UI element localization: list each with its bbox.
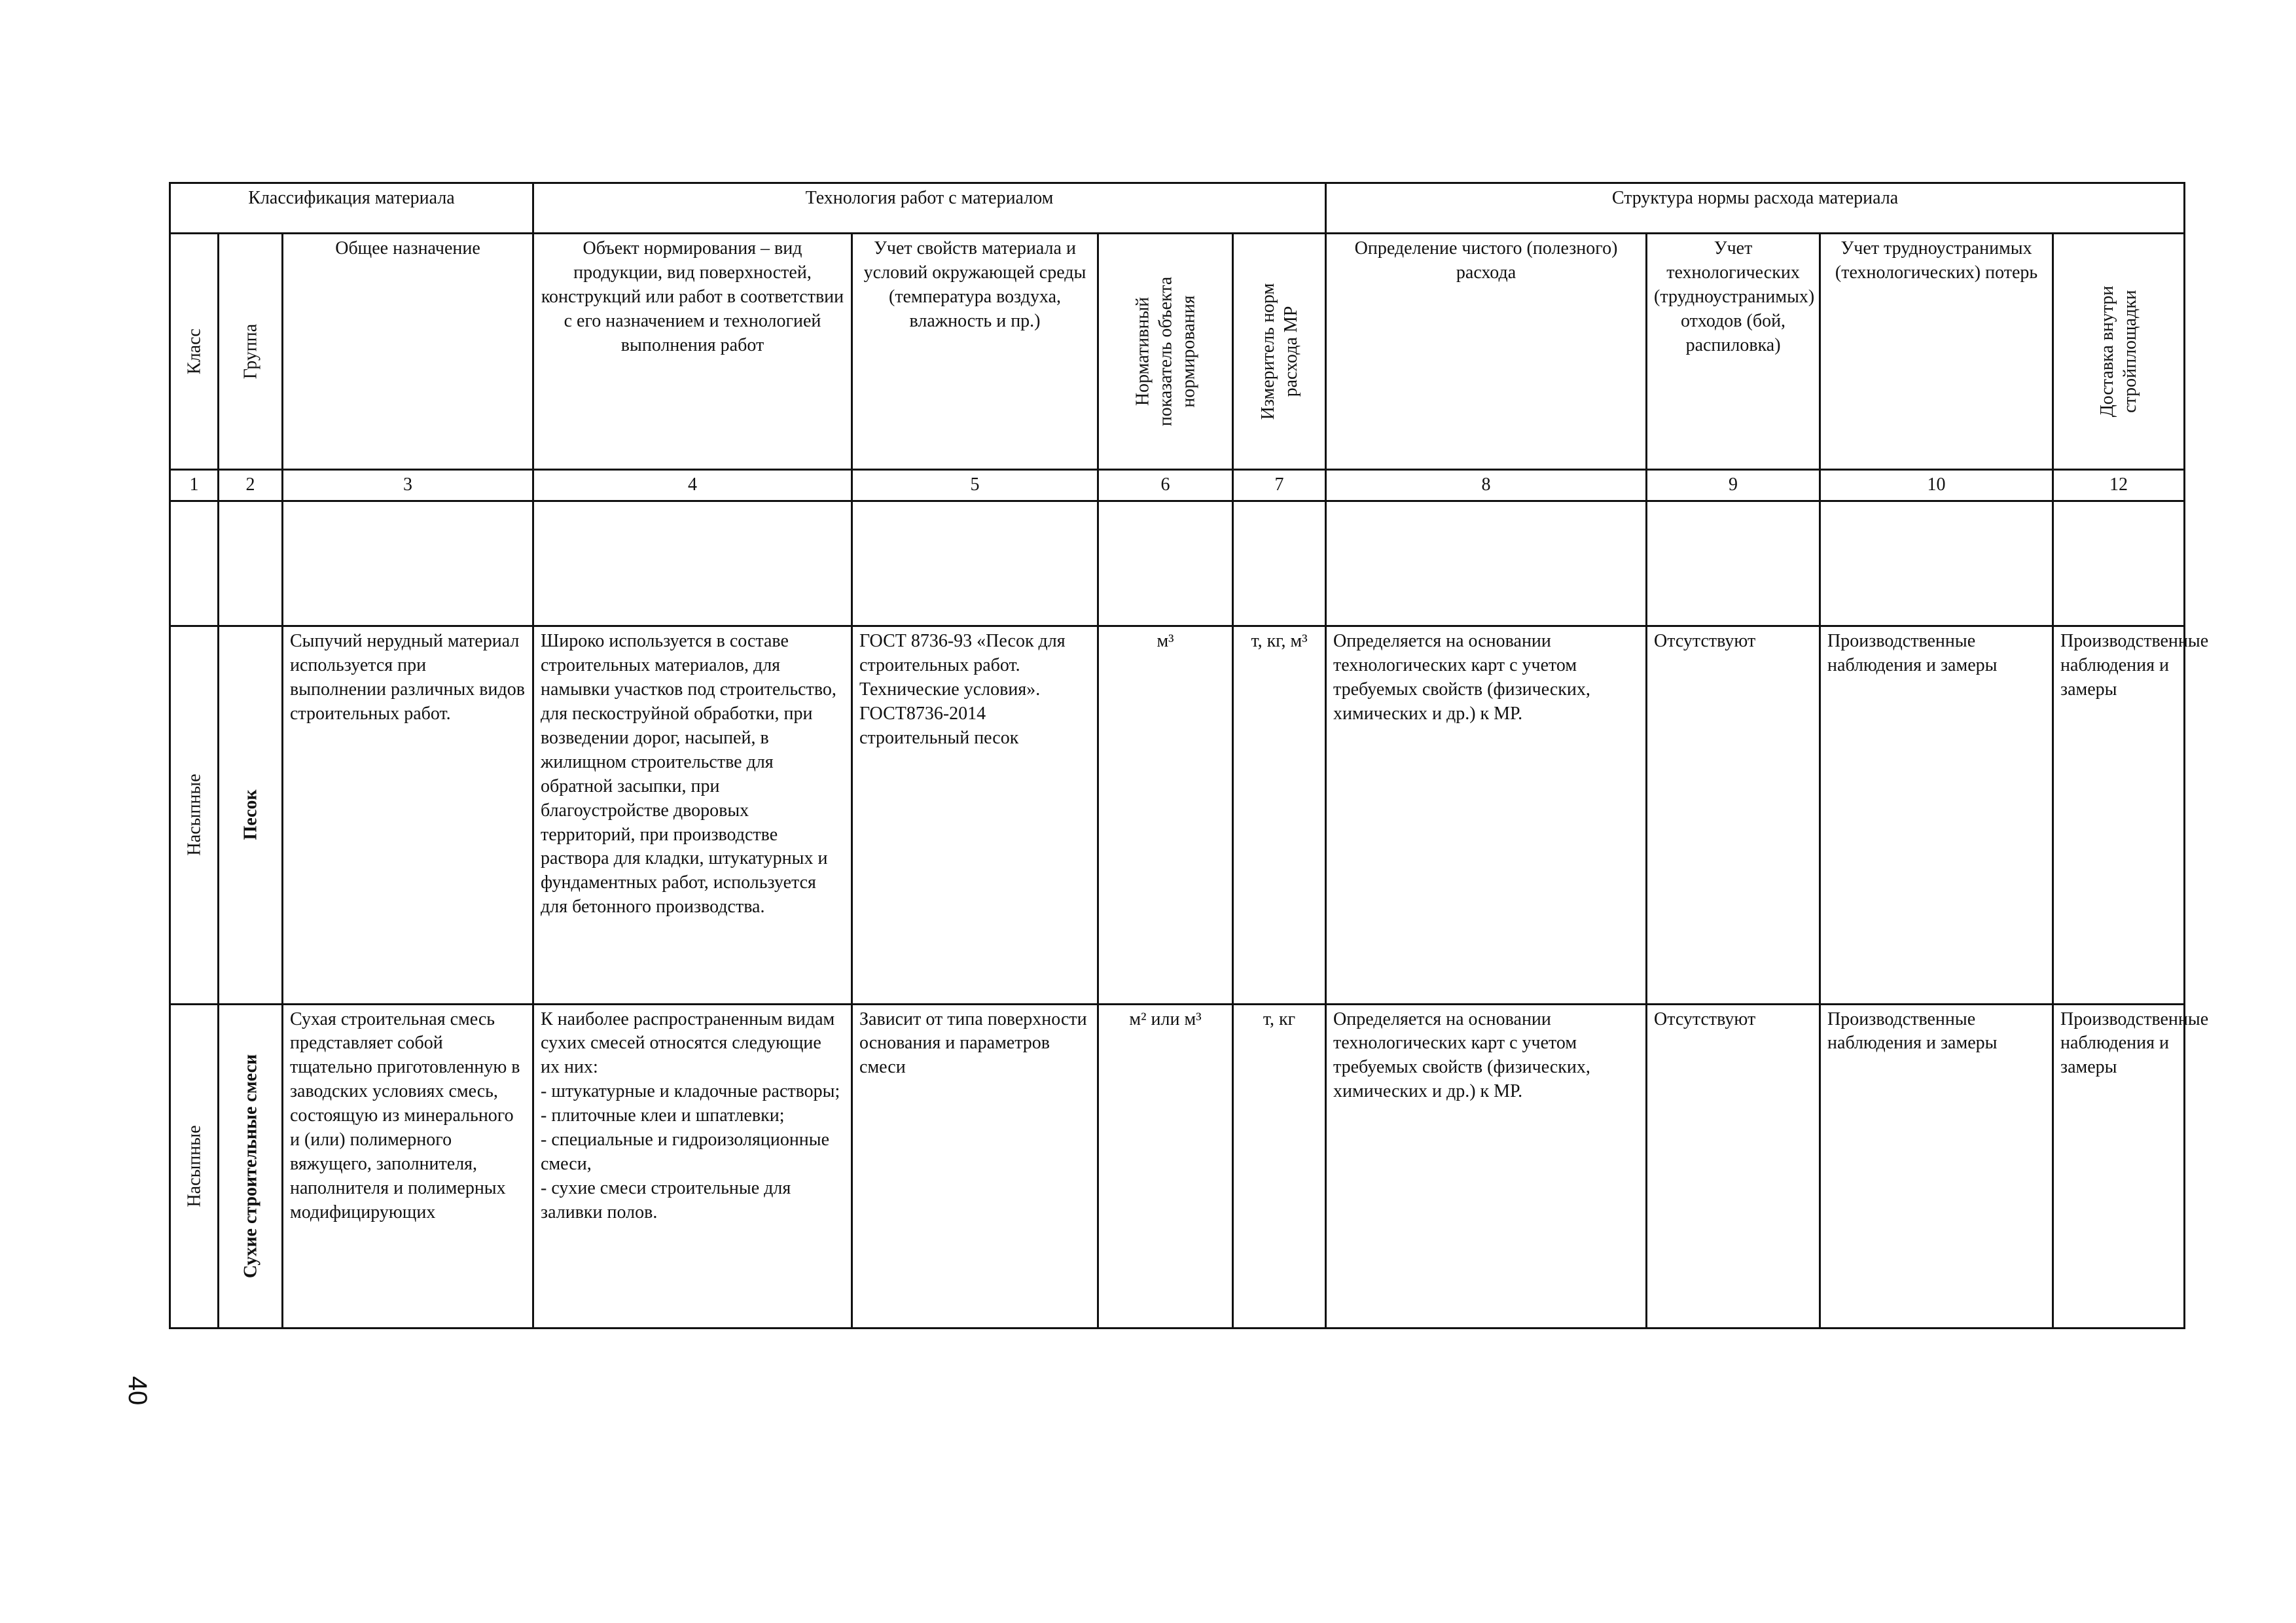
row-losses: Производственные наблюдения и замеры	[1820, 626, 2053, 1004]
row-delivery: Производственные наблюдения и замеры	[2053, 1004, 2185, 1328]
row-indicator: м³	[1098, 626, 1233, 1004]
row-indicator: м² или м³	[1098, 1004, 1233, 1328]
col-header-net: Определение чистого (полезного) расхода	[1326, 234, 1647, 470]
col-header-group-label: Группа	[240, 324, 260, 380]
column-number: 2	[219, 470, 283, 501]
row-meter: т, кг, м³	[1233, 626, 1326, 1004]
row-purpose: Сыпучий нерудный материал используется при выполнении различных видов строительных работ.	[283, 626, 533, 1004]
column-number: 9	[1647, 470, 1820, 501]
row-class-label: Насыпные	[184, 1125, 204, 1207]
column-header-row	[170, 234, 2185, 470]
row-class-label: Насыпные	[184, 774, 204, 856]
column-number: 4	[533, 470, 852, 501]
col-header-purpose: Общее назначение	[283, 234, 533, 470]
row-object-item: - плиточные клеи и шпатлевки;	[541, 1105, 785, 1126]
empty-cell	[533, 501, 852, 626]
column-number: 1	[170, 470, 219, 501]
column-number: 5	[852, 470, 1098, 501]
row-properties: Зависит от типа поверхности основания и параметров смеси	[852, 1004, 1098, 1328]
group-header-row	[170, 183, 2185, 234]
row-delivery: Производственные наблюдения и замеры	[2053, 626, 2185, 1004]
col-header-indicator	[1098, 234, 1233, 470]
column-number: 12	[2053, 470, 2185, 501]
empty-cell	[219, 501, 283, 626]
row-waste: Отсутствуют	[1647, 1004, 1820, 1328]
col-header-waste: Учет технологических (трудноустранимых) отходов (бой, распиловка)	[1647, 234, 1820, 470]
col-header-meter	[1233, 234, 1326, 470]
empty-cell	[1098, 501, 1233, 626]
col-header-class	[170, 234, 219, 470]
row-properties: ГОСТ 8736-93 «Песок для строительных работ. Технические условия». ГОСТ8736-2014 строительный песок	[852, 626, 1098, 1004]
col-header-delivery	[2053, 234, 2185, 470]
row-purpose: Сухая строительная смесь представляет собой тщательно приготовленную в заводских условиях смесь, состоящую из минерального и (или) полимерного вяжущего, заполнителя, наполнителя и полимерных модифицирующих	[283, 1004, 533, 1328]
row-group-label: Песок	[240, 789, 260, 840]
row-group-label: Сухие строительные смеси	[240, 1054, 260, 1278]
page-number: 40	[123, 1376, 152, 1406]
table-row-dry-mixes	[170, 1004, 2185, 1328]
row-group	[219, 1004, 283, 1328]
row-object	[533, 1004, 852, 1328]
row-object-intro: К наиболее распространенным видам сухих смесей относятся следующие их них:	[541, 1008, 835, 1078]
row-object: Широко используется в составе строительных материалов, для намывки участков под строительство, для пескоструйной обработки, при возведении дорог, насыпей, в жилищном строительстве для обратной засыпки, при благоустройстве дворовых территорий, при производстве раствора для кладки, штукатурных и фундаментных работ, используется для бетонного производства.	[533, 626, 852, 1004]
row-losses: Производственные наблюдения и замеры	[1820, 1004, 2053, 1328]
column-number: 6	[1098, 470, 1233, 501]
header-technology: Технология работ с материалом	[533, 183, 1326, 234]
col-header-meter-label: Измеритель норм расхода МР	[1257, 283, 1301, 420]
column-number: 8	[1326, 470, 1647, 501]
col-header-losses: Учет трудноустранимых (технологических) потерь	[1820, 234, 2053, 470]
col-header-properties: Учет свойств материала и условий окружающей среды (температура воздуха, влажность и пр.)	[852, 234, 1098, 470]
empty-row	[170, 501, 2185, 626]
column-number: 3	[283, 470, 533, 501]
empty-cell	[170, 501, 219, 626]
empty-cell	[1233, 501, 1326, 626]
col-header-class-label: Класс	[184, 329, 204, 375]
table-row-sand	[170, 626, 2185, 1004]
row-meter: т, кг	[1233, 1004, 1326, 1328]
col-header-group	[219, 234, 283, 470]
column-number-row	[170, 470, 2185, 501]
column-number: 10	[1820, 470, 2053, 501]
row-group	[219, 626, 283, 1004]
row-object-item: - сухие смеси строительные для заливки полов.	[541, 1178, 791, 1223]
col-header-indicator-label: Нормативный показатель объекта нормирования	[1132, 277, 1199, 427]
empty-cell	[852, 501, 1098, 626]
material-consumption-table	[169, 182, 2209, 1329]
header-structure: Структура нормы расхода материала	[1326, 183, 2185, 234]
header-classification: Классификация материала	[170, 183, 533, 234]
col-header-object: Объект нормирования – вид продукции, вид поверхностей, конструкций или работ в соответствии с его назначением и технологией выполнения работ	[533, 234, 852, 470]
row-waste: Отсутствуют	[1647, 626, 1820, 1004]
col-header-delivery-label: Доставка внутри стройплощадки	[2097, 285, 2141, 418]
row-net: Определяется на основании технологических карт с учетом требуемых свойств (физических, химических и др.) к МР.	[1326, 626, 1647, 1004]
empty-cell	[1820, 501, 2053, 626]
row-class	[170, 626, 219, 1004]
row-object-item: - специальные и гидроизоляционные смеси,	[541, 1130, 830, 1175]
row-class	[170, 1004, 219, 1328]
column-number: 7	[1233, 470, 1326, 501]
row-net: Определяется на основании технологических карт с учетом требуемых свойств (физических, химических и др.) к МР.	[1326, 1004, 1647, 1328]
empty-cell	[2053, 501, 2185, 626]
empty-cell	[283, 501, 533, 626]
row-object-item: - штукатурные и кладочные растворы;	[541, 1081, 840, 1102]
empty-cell	[1647, 501, 1820, 626]
empty-cell	[1326, 501, 1647, 626]
